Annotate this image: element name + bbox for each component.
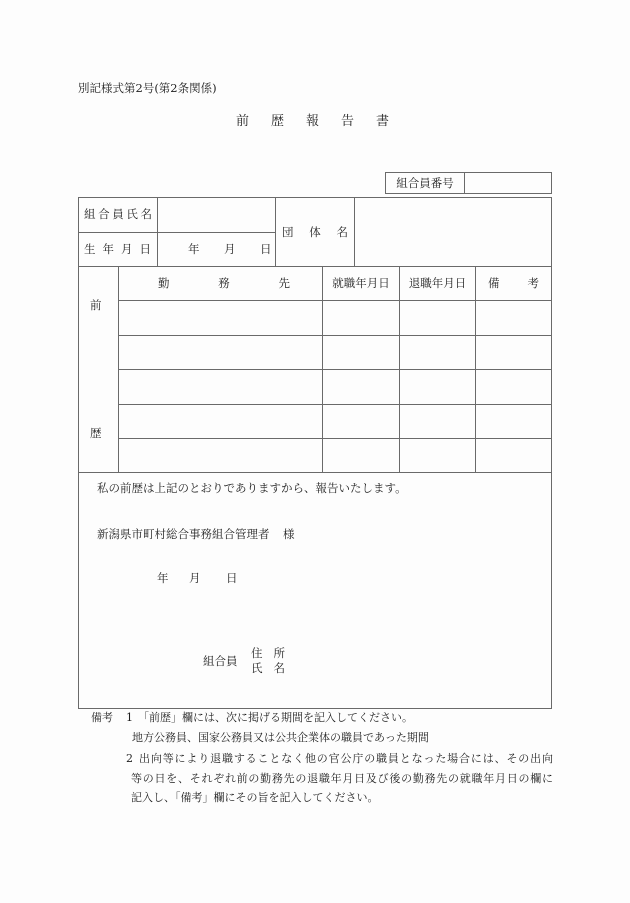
workplace-cell bbox=[125, 346, 321, 360]
history-side-label-bottom: 歴 bbox=[90, 426, 102, 440]
history-row bbox=[119, 439, 551, 472]
birth-day-unit: 日 bbox=[260, 242, 272, 256]
grid-line bbox=[354, 197, 355, 266]
grid-line bbox=[275, 197, 276, 266]
organization-field bbox=[358, 225, 548, 239]
note-line: 地方公務員、国家公務員又は公共企業体の職員であった期間 bbox=[132, 731, 429, 744]
history-row bbox=[119, 370, 551, 404]
retire-date-cell bbox=[400, 415, 475, 429]
grid-line bbox=[78, 472, 552, 473]
grid-line bbox=[78, 266, 552, 267]
retire-date-cell bbox=[400, 380, 475, 394]
remarks-cell bbox=[479, 346, 549, 360]
signer-name-label: 氏名 bbox=[251, 661, 285, 675]
form-reference: 別記様式第2号(第2条関係) bbox=[78, 81, 217, 95]
signer-label: 組合員 bbox=[203, 654, 238, 668]
notes-heading: 備考 bbox=[91, 711, 113, 724]
address-label: 住所 bbox=[251, 646, 285, 660]
remarks-cell bbox=[479, 311, 549, 325]
member-name-field bbox=[160, 207, 272, 221]
workplace-cell bbox=[125, 415, 321, 429]
member-name-label: 組合員氏名 bbox=[84, 207, 152, 221]
declaration-statement: 私の前歴は上記のとおりでありますから、報告いたします。 bbox=[97, 481, 407, 495]
member-number-label: 組合員番号 bbox=[396, 176, 454, 190]
workplace-cell bbox=[125, 311, 321, 325]
retire-date-cell bbox=[400, 346, 475, 360]
addressee-honorific: 様 bbox=[283, 527, 295, 541]
page-title: 前歴報告書 bbox=[236, 114, 389, 129]
note-line: 出向等により退職することなく他の官公庁の職員となった場合には、その出向 bbox=[139, 752, 553, 765]
column-header-workplace: 勤務先 bbox=[158, 276, 290, 290]
retire-date-cell bbox=[400, 449, 475, 463]
hire-date-cell bbox=[323, 449, 399, 463]
hire-date-cell bbox=[323, 311, 399, 325]
birthdate-field bbox=[158, 233, 275, 266]
retire-date-cell bbox=[400, 311, 475, 325]
member-number-field bbox=[465, 176, 551, 190]
history-row bbox=[119, 336, 551, 369]
declaration-year-unit: 年 bbox=[157, 571, 169, 585]
column-header-retire-date: 退職年月日 bbox=[408, 276, 467, 290]
note-line: 等の日を、それぞれ前の勤務先の退職年月日及び後の勤務先の就職年月日の欄に bbox=[131, 772, 553, 785]
declaration-day-unit: 日 bbox=[226, 571, 238, 585]
remarks-cell bbox=[479, 449, 549, 463]
remarks-cell bbox=[479, 380, 549, 394]
column-header-hire-date: 就職年月日 bbox=[332, 276, 390, 290]
note-number: 2 bbox=[126, 752, 133, 765]
declaration-month-unit: 月 bbox=[189, 571, 201, 585]
note-line: 「前歴」欄には、次に掲げる期間を記入してください。 bbox=[138, 711, 413, 724]
workplace-cell bbox=[125, 449, 321, 463]
hire-date-cell bbox=[323, 346, 399, 360]
column-header-remarks: 備考 bbox=[488, 276, 539, 290]
birth-month-unit: 月 bbox=[224, 242, 236, 256]
organization-label: 団体名 bbox=[282, 225, 348, 239]
hire-date-cell bbox=[323, 380, 399, 394]
workplace-cell bbox=[125, 380, 321, 394]
birthdate-label: 生年月日 bbox=[84, 242, 151, 256]
hire-date-cell bbox=[323, 415, 399, 429]
addressee: 新潟県市町村総合事務組合管理者 bbox=[97, 527, 270, 541]
note-line: 記入し、「備考」欄にその旨を記入してください。 bbox=[131, 791, 379, 804]
history-row bbox=[119, 301, 551, 335]
history-side-label-top: 前 bbox=[90, 298, 102, 312]
birth-year-unit: 年 bbox=[188, 242, 200, 256]
history-row bbox=[119, 405, 551, 438]
remarks-cell bbox=[479, 415, 549, 429]
note-number: 1 bbox=[126, 711, 133, 724]
